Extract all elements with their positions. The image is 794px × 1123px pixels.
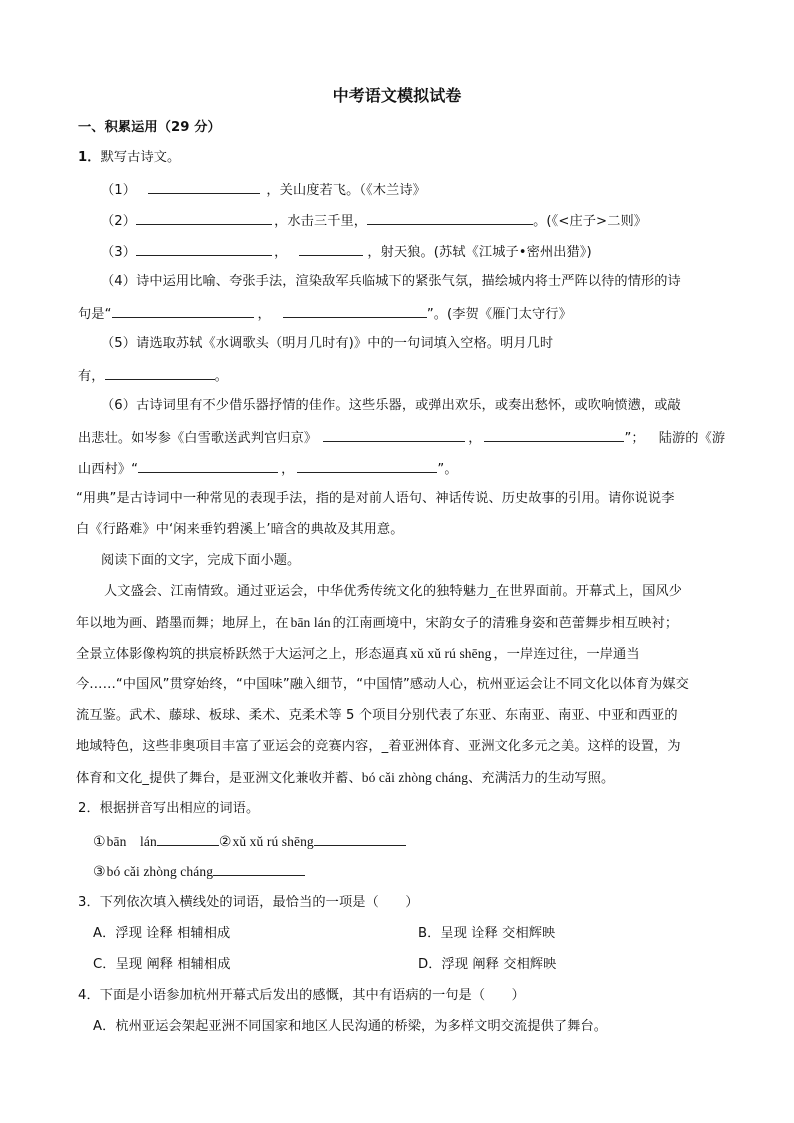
answer-blank[interactable] (148, 180, 260, 194)
item-1-5-line1: （5）请选取苏轼《水调歌头（明月几时有)》中的一句词填入空格。明月几时 (101, 336, 554, 351)
item-text: ，射天狼。(苏轼《江城子•密州出猎》) (367, 245, 592, 260)
question-2-stem: 2．根据拼音写出相应的词语。 (78, 801, 260, 816)
item-text: ， (281, 462, 295, 477)
answer-blank[interactable] (323, 428, 465, 442)
answer-blank[interactable] (299, 242, 363, 256)
passage-text: 体育和文化_提供了舞台，是亚洲文化兼收并蓄、 (76, 771, 362, 786)
item-text: ， (468, 431, 482, 446)
allusion-question-line2: 白《行路难》中‘闲来垂钓碧溪上’暗含的典故及其用意。 (76, 522, 404, 537)
pinyin: xǔ xǔ rú shēng (232, 834, 314, 849)
passage-line-6: 地域特色，这些非奥项目丰富了亚运会的竞赛内容，_着亚洲体育、亚洲文化多元之美。这样的设置，为 (76, 739, 681, 754)
item-text: 。(《<庄子>二则》 (533, 214, 648, 229)
pinyin: xǔ xǔ rú shēng (410, 646, 492, 661)
item-text: 山西村》“ (78, 462, 139, 477)
item-text: 。 (214, 369, 228, 384)
item-text: ”。(李贺《雁门太守行》 (426, 307, 572, 322)
item-text: ， (257, 307, 271, 322)
option-d[interactable]: D．浮现 阐释 交相辉映 (418, 957, 557, 972)
item-1-5-line2 (78, 366, 228, 386)
option-c[interactable]: C．呈现 阐释 相辅相成 (93, 957, 231, 972)
item-text: 陆游的《游 (658, 431, 726, 446)
item-label: （1） (101, 183, 137, 198)
number-badge: ② (218, 834, 232, 850)
item-text: ，水击三千里， (274, 214, 368, 229)
passage-text: 的江南画境中，宋韵女子的清雅身姿和芭蕾舞步相互映衬； (332, 616, 679, 631)
item-text: ”； (624, 431, 645, 446)
item-label: （3） (101, 245, 137, 260)
item-1-3 (101, 242, 592, 262)
question-3-stem: 3．下列依次填入横线处的词语，最恰当的一项是（ ） (78, 895, 419, 910)
passage-text: 全景立体影像构筑的拱宸桥跃然于大运河之上，形态逼真 (76, 647, 409, 662)
passage-text: 年以地为画、踏墨而舞；地屏上，在 (76, 616, 289, 631)
item-1-4-line1: （4）诗中运用比喻、夸张手法，渲染敌军兵临城下的紧张气氛，描绘城内将士严阵以待的情形的诗 (101, 274, 681, 289)
pinyin: bān lán (290, 615, 331, 630)
option-a[interactable]: A．杭州亚运会架起亚洲不同国家和地区人民沟通的桥梁，为多样文明交流提供了舞台。 (93, 1019, 608, 1034)
passage-line-5: 流互鉴。武术、藤球、板球、柔术、克柔术等 5 个项目分别代表了东亚、东南亚、南亚、中亚和西亚的 (76, 708, 678, 723)
item-text: 有， (78, 369, 105, 384)
pinyin: bó cǎi zhòng cháng (361, 770, 469, 785)
item-1-6-line3 (78, 459, 458, 479)
pinyin: bó cǎi zhòng cháng (106, 864, 214, 879)
pinyin-items-row-2 (93, 862, 305, 882)
passage-text: ，一岸连过往，一岸通当 (493, 647, 640, 662)
item-text: ，关山度若飞。（《木兰诗》 (266, 183, 426, 198)
answer-blank[interactable] (138, 459, 278, 473)
passage-text: 、充满活力的生动写照。 (468, 771, 615, 786)
option-b[interactable]: B．呈现 诠释 交相辉映 (418, 926, 556, 941)
section-heading: 一、积累运用（29 分） (78, 120, 221, 135)
passage-line-7 (76, 769, 614, 788)
item-text: ， (274, 245, 288, 260)
item-1-2 (101, 211, 647, 231)
document-title: 中考语文模拟试卷 (332, 86, 462, 105)
passage-line-4: 今……“中国风”贯穿始终，“中国味”融入细节，“中国情”感动人心，杭州亚运会让不同文化以体育为媒交 (76, 677, 689, 692)
item-text: 出悲壮。如岑参《白雪歌送武判官归京》 (78, 431, 318, 446)
question-4-stem: 4．下面是小语参加杭州开幕式后发出的感慨，其中有语病的一句是（ ） (78, 988, 525, 1003)
number-badge: ① (93, 834, 106, 850)
answer-blank[interactable] (484, 428, 624, 442)
allusion-question-line1: “用典”是古诗词中一种常见的表现手法，指的是对前人语句、神话传说、历史故事的引用。请你说说李 (76, 491, 675, 506)
question-text: 默写古诗文。 (100, 150, 181, 165)
answer-blank[interactable] (367, 211, 533, 225)
item-text: ”。 (437, 462, 458, 477)
item-1-6-line2 (78, 428, 725, 448)
number-badge: ③ (93, 864, 106, 880)
item-label: （2） (101, 214, 137, 229)
pinyin-items-row-1 (93, 832, 406, 852)
answer-blank[interactable] (283, 304, 427, 318)
answer-blank[interactable] (314, 832, 406, 846)
question-number: 1． (78, 150, 101, 165)
item-1-4-line2 (78, 304, 572, 324)
answer-blank[interactable] (136, 242, 272, 256)
passage-line-2 (76, 614, 678, 633)
passage-line-3 (76, 645, 640, 664)
answer-blank[interactable] (136, 211, 272, 225)
answer-blank[interactable] (112, 304, 254, 318)
answer-blank[interactable] (297, 459, 437, 473)
item-text: 句是“ (78, 307, 112, 322)
question-1-stem (78, 149, 180, 167)
item-1-1 (101, 180, 426, 200)
pinyin: bān lán (106, 834, 157, 849)
answer-blank[interactable] (157, 832, 219, 846)
option-a[interactable]: A．浮现 诠释 相辅相成 (93, 926, 231, 941)
answer-blank[interactable] (213, 862, 305, 876)
answer-blank[interactable] (105, 366, 215, 380)
reading-intro: 阅读下面的文字，完成下面小题。 (101, 553, 301, 568)
item-1-6-line1: （6）古诗词里有不少借乐器抒情的佳作。这些乐器，或弹出欢乐，或奏出愁怀，或吹响愤懑，或敲 (101, 398, 681, 413)
passage-line-1: 人文盛会、江南情致。通过亚运会，中华优秀传统文化的独特魅力_在世界面前。开幕式上，国风少 (104, 584, 683, 599)
